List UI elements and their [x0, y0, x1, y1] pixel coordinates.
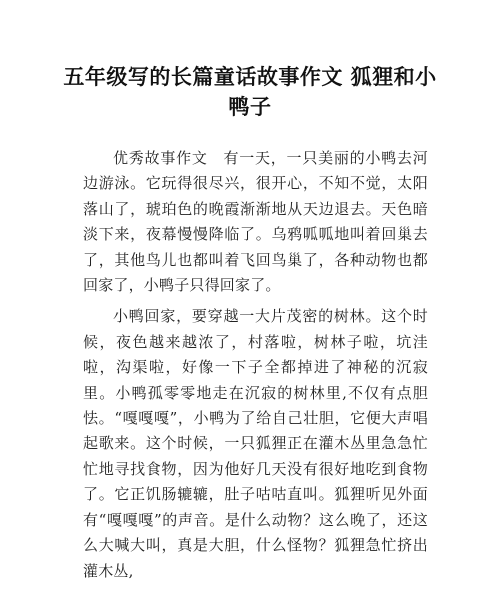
paragraph-1: 优秀故事作文 有一天，一只美丽的小鸭去河边游泳。它玩得很尽兴，很开心，不知不觉，太阳落山了，琥珀色的晚霞渐渐地从天边退去。天色暗淡下来，夜幕慢慢降临了。乌鸦呱呱地叫着回巢去了，其他鸟儿也都叫着飞回鸟巢了，各种动物也都回家了，小鸭子只得回家了。 — [83, 149, 428, 295]
paragraph-2: 小鸭回家，要穿越一大片茂密的树林。这个时候，夜色越来越浓了，村落啦，树林子啦，坑洼啦，沟渠啦，好像一下子全都掉进了神秘的沉寂里。小鸭孤零零地走在沉寂的树林里,不仅有点胆怯。“嘎嘎嘎”，小鸭为了给自己壮胆，它便大声唱起歌来。这个时候，一只狐狸正在灌木丛里急急忙忙地寻找食物，因为他好几天没有很好地吃到食物了。它正饥肠辘辘，肚子咕咕直叫。狐狸听见外面有“嘎嘎嘎”的声音。是什么动物？这么晚了，还这么大喊大叫，真是大胆，什么怪物？狐狸急忙挤出灌木丛, — [83, 307, 428, 580]
document-title: 五年级写的长篇童话故事作文 狐狸和小鸭子 — [63, 65, 437, 119]
document-body — [83, 146, 428, 590]
